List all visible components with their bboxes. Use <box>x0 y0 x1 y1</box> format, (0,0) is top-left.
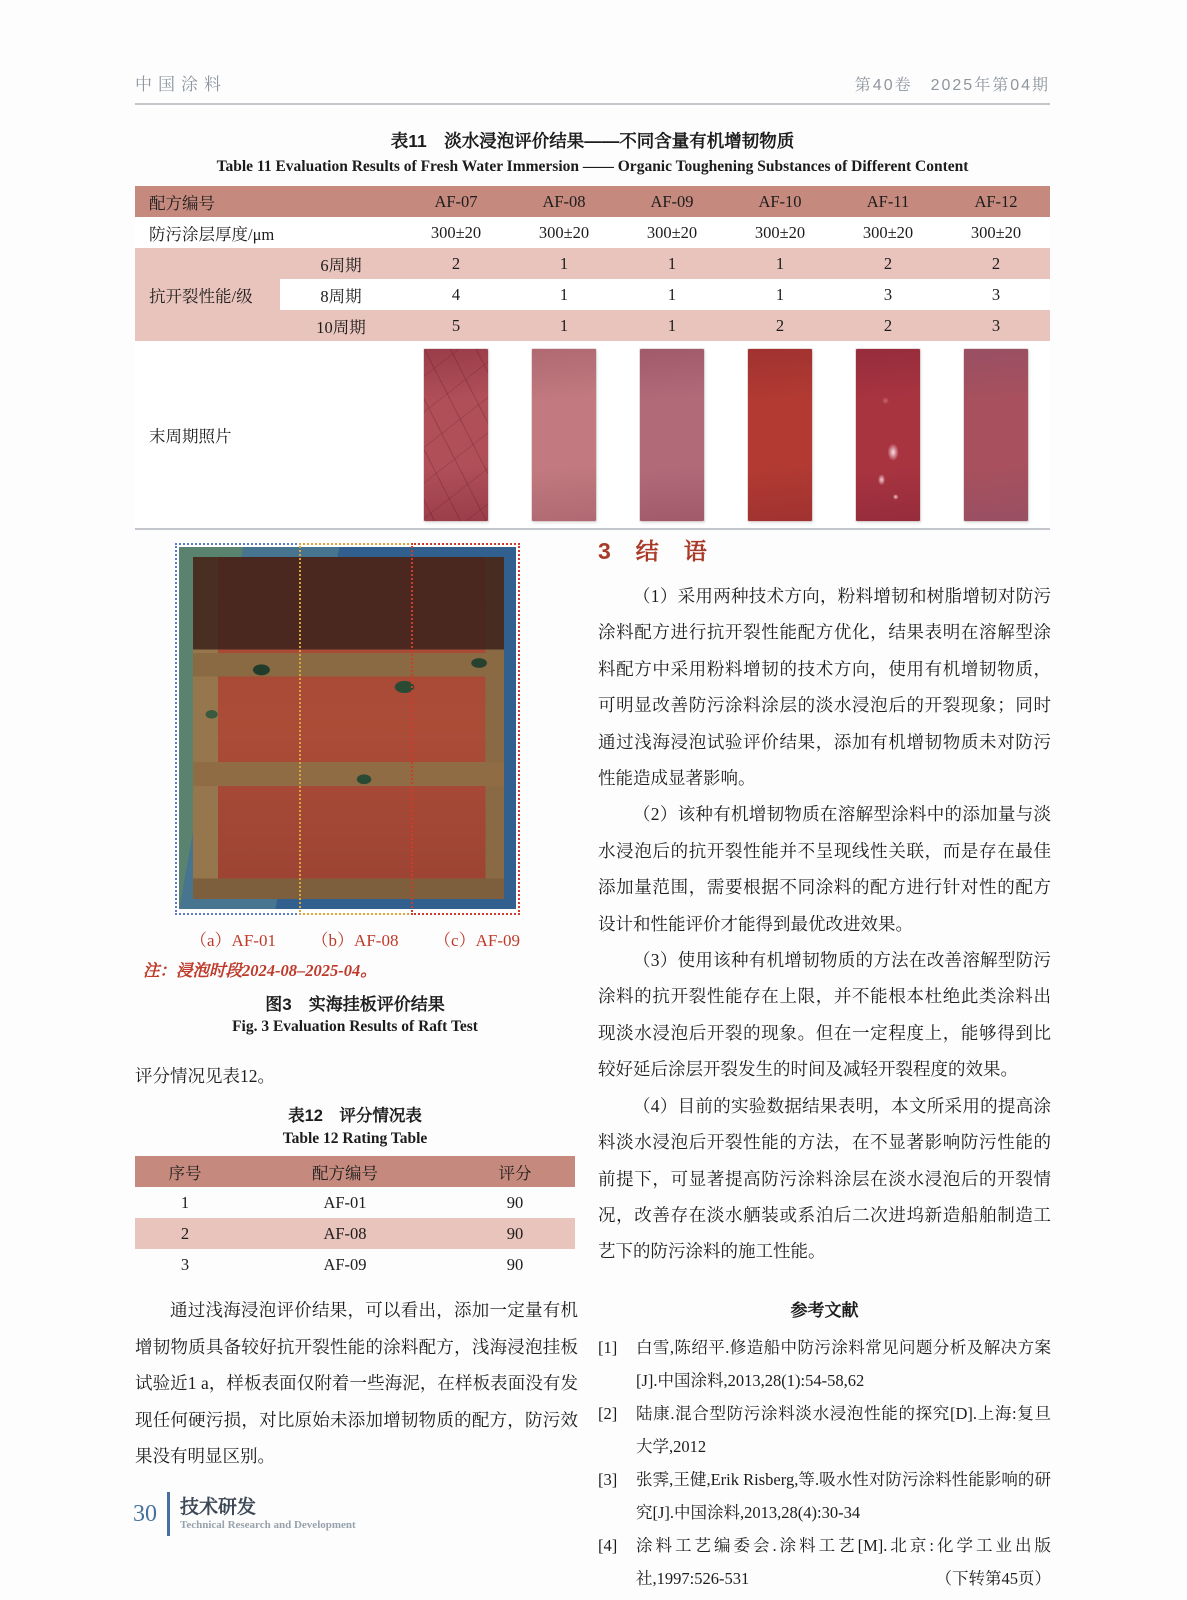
reference-text: 涂料工艺编委会.涂料工艺[M].北京:化学工业出版社,1997:526-531 <box>636 1535 1051 1588</box>
figure3-note: 注：浸泡时段2024-08–2025-04。 <box>143 961 377 980</box>
table-row <box>135 186 1050 217</box>
footer-section <box>180 1497 356 1531</box>
cell: 1 <box>510 248 618 279</box>
sample-photo-af-09 <box>640 349 704 521</box>
figure3-caption-cn: 图3 实海挂板评价结果 <box>265 995 445 1014</box>
cell: 2 <box>402 248 510 279</box>
cell: 2 <box>135 1218 235 1249</box>
cell: AF-01 <box>323 1192 367 1212</box>
reference-text: 白雪,陈绍平.修造船中防污涂料常见问题分析及解决方案[J].中国涂料,2013,28(1):54-58,62 <box>636 1337 1051 1390</box>
cell: AF-08 <box>235 1218 455 1249</box>
period-label: 8周期 <box>280 279 402 310</box>
cell: 2 <box>726 310 834 341</box>
figure3-panel-labels <box>190 926 520 951</box>
reference-number: [1] <box>598 1337 618 1357</box>
cell: 2 <box>942 248 1050 279</box>
reference-1 <box>598 1331 1051 1397</box>
footer-divider <box>167 1492 170 1536</box>
cell: 1 <box>180 1192 190 1212</box>
cell: 5 <box>402 310 510 341</box>
cell: 2 <box>834 248 942 279</box>
conclusion-paragraph-3: （3）使用该种有机增韧物质的方法在改善溶解型防污涂料的抗开裂性能存在上限，并不能根本杜绝此类涂料出现淡水浸泡后开裂的现象。但在一定程度上，能够得到比较好延后涂层开裂发生的时间及减轻开裂程度的效果。 <box>598 950 1051 1080</box>
table-row <box>135 1249 575 1280</box>
cell: 1 <box>618 279 726 310</box>
reference-text: 张霁,王健,Erik Risberg,等.吸水性对防污涂料性能影响的研究[J].中国涂料,2013,28(4):30-34 <box>636 1469 1051 1522</box>
conclusion-paragraph-2: （2）该种有机增韧物质在溶解型涂料中的添加量与淡水浸泡后的抗开裂性能并不呈现线性关联，而是存在最佳添加量范围，需要根据不同涂料的配方进行针对性的配方设计和性能评价才能得到最优改进效果。 <box>598 804 1051 934</box>
raft-test-figure <box>175 543 520 915</box>
table12 <box>135 1156 575 1280</box>
cell: 90 <box>506 1254 524 1274</box>
reference-text: 陆康.混合型防污涂料淡水浸泡性能的探究[D].上海:复旦大学,2012 <box>636 1403 1051 1456</box>
sample-photo-af-11 <box>856 349 920 521</box>
reference-number: [3] <box>598 1469 618 1489</box>
thickness-value: 300±20 <box>942 217 1050 248</box>
cell: 1 <box>510 279 618 310</box>
reference-number: [4] <box>598 1535 618 1555</box>
cell: 2 <box>834 310 942 341</box>
footer-section-en: Technical Research and Development <box>180 1519 356 1531</box>
footer-section-cn: 技术研发 <box>180 1497 257 1518</box>
reference-4 <box>598 1529 1051 1595</box>
table-row <box>135 1156 575 1187</box>
figure3-caption-en: Fig. 3 Evaluation Results of Raft Test <box>232 1018 478 1035</box>
table-row <box>135 1187 575 1218</box>
col-af11: AF-11 <box>834 186 942 217</box>
zone-af08-outline <box>299 543 413 915</box>
journal-issue: 第40卷 2025年第04期 <box>854 77 1050 94</box>
cell: 3 <box>942 279 1050 310</box>
page-footer <box>133 1492 356 1536</box>
col-af07: AF-07 <box>402 186 510 217</box>
header-code: 配方编号 <box>235 1156 455 1187</box>
col-header-label: 配方编号 <box>135 186 402 217</box>
page-header <box>135 70 1050 105</box>
cell: 1 <box>726 279 834 310</box>
table12-title-cn: 表12 评分情况表 <box>288 1107 422 1125</box>
thickness-value: 300±20 <box>402 217 510 248</box>
period-label: 10周期 <box>280 310 402 341</box>
final-period-photo-label: 末周期照片 <box>135 341 402 529</box>
sample-photo-af-10 <box>748 349 812 521</box>
references-heading: 参考文献 <box>790 1300 859 1320</box>
thickness-value: 300±20 <box>510 217 618 248</box>
thickness-label: 防污涂层厚度/μm <box>135 217 402 248</box>
cell: 4 <box>402 279 510 310</box>
panel-label-b: （b）AF-08 <box>311 931 399 950</box>
lead-sentence: 评分情况见表12。 <box>135 1066 275 1086</box>
cell: 1 <box>510 310 618 341</box>
col-af08: AF-08 <box>510 186 618 217</box>
col-af09: AF-09 <box>618 186 726 217</box>
page-number: 30 <box>133 1500 157 1527</box>
table11-title-en: Table 11 Evaluation Results of Fresh Water Immersion —— Organic Toughening Substances of Different Content <box>216 158 969 175</box>
thickness-value: 300±20 <box>834 217 942 248</box>
thickness-value: 300±20 <box>618 217 726 248</box>
table-row <box>135 217 1050 248</box>
zone-af09-outline <box>411 543 520 915</box>
sample-photo-af-12 <box>964 349 1028 521</box>
reference-3 <box>598 1463 1051 1529</box>
conclusion-column <box>598 533 1051 1595</box>
sample-photo-af-08 <box>532 349 596 521</box>
conclusion-heading: 3 结 语 <box>598 538 708 564</box>
table11-title-cn: 表11 淡水浸泡评价结果——不同含量有机增韧物质 <box>390 131 795 151</box>
cell: 90 <box>506 1192 524 1212</box>
cell: 3 <box>180 1254 190 1274</box>
table-row <box>135 248 1050 279</box>
cell: 1 <box>618 248 726 279</box>
cell: AF-09 <box>323 1254 367 1274</box>
journal-name: 中国涂料 <box>135 75 227 94</box>
cell: 90 <box>455 1218 575 1249</box>
table11 <box>135 186 1050 530</box>
period-label: 6周期 <box>280 248 402 279</box>
conclusion-paragraph-1: （1）采用两种技术方向，粉料增韧和树脂增韧对防污涂料配方进行抗开裂性能配方优化，结果表明在溶解型涂料配方中采用粉料增韧的技术方向，使用有机增韧物质，可明显改善防污涂料涂层的淡水浸泡后的开裂现象；同时通过浅海浸泡试验评价结果，添加有机增韧物质未对防污性能造成显著影响。 <box>598 586 1051 789</box>
thickness-value: 300±20 <box>726 217 834 248</box>
cell: 3 <box>834 279 942 310</box>
col-af12: AF-12 <box>942 186 1050 217</box>
header-score: 评分 <box>455 1156 575 1187</box>
table-row-photos <box>135 341 1050 529</box>
continued-on-page-note: （下转第45页） <box>935 1568 1051 1588</box>
cell: 3 <box>942 310 1050 341</box>
cell: 1 <box>726 248 834 279</box>
panel-label-c: （c）AF-09 <box>434 931 520 950</box>
cell: 1 <box>618 310 726 341</box>
discussion-paragraph: 通过浅海浸泡评价结果，可以看出，添加一定量有机增韧物质具备较好抗开裂性能的涂料配方，浅海浸泡挂板试验近1 a，样板表面仅附着一些海泥，在样板表面没有发现任何硬污损，对比原始未添加增韧物质的配方，防污效果没有明显区别。 <box>135 1300 578 1466</box>
table-row <box>135 1218 575 1249</box>
table12-title-en: Table 12 Rating Table <box>282 1130 428 1147</box>
sample-photo-af-07 <box>424 349 488 521</box>
panel-label-a: （a）AF-01 <box>190 931 276 950</box>
conclusion-paragraph-4: （4）目前的实验数据结果表明，本文所采用的提高涂料淡水浸泡后开裂性能的方法，在不显著影响防污性能的前提下，可显著提高防污涂料涂层在淡水浸泡后的开裂情况，改善存在淡水舾装或系泊后二次进坞新造船舶制造工艺下的防污涂料的施工性能。 <box>598 1095 1051 1262</box>
reference-number: [2] <box>598 1403 618 1423</box>
zone-af01-outline <box>175 543 301 915</box>
crack-resistance-label: 抗开裂性能/级 <box>135 248 280 341</box>
header-no: 序号 <box>135 1156 235 1187</box>
col-af10: AF-10 <box>726 186 834 217</box>
reference-2 <box>598 1397 1051 1463</box>
